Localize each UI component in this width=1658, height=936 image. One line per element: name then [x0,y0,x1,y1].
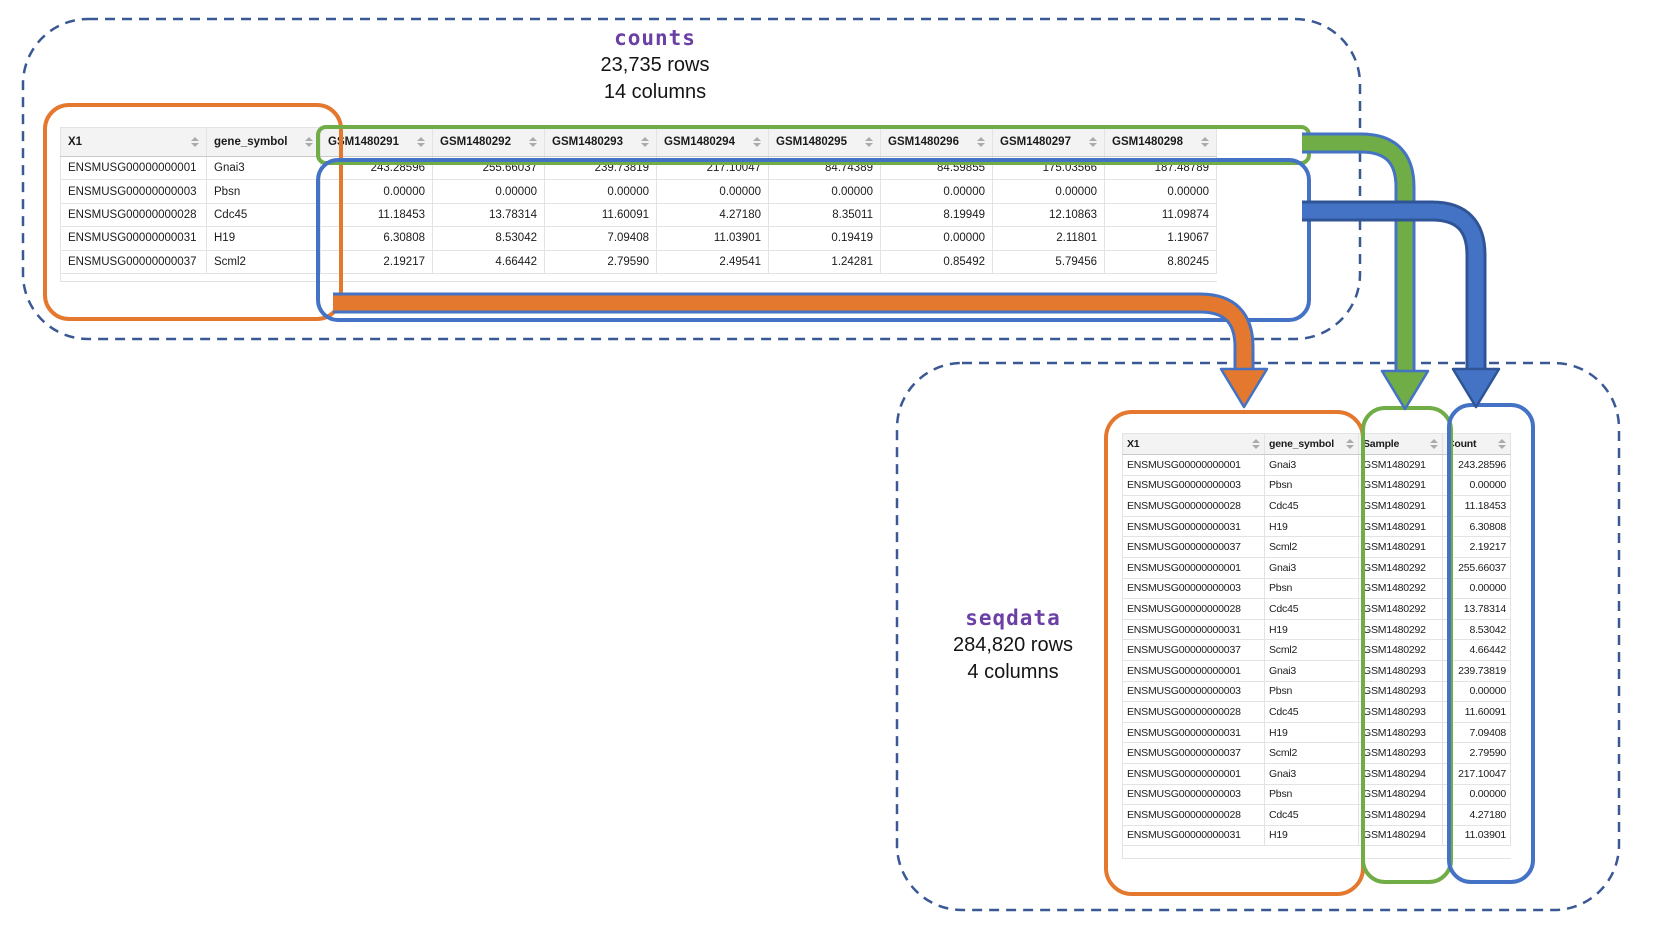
sort-icon [305,137,313,148]
cell: ENSMUSG00000000001 [1123,763,1265,784]
cell: 0.00000 [1105,180,1217,203]
table-row [1123,825,1511,846]
table-row [1123,475,1511,496]
cell: H19 [1265,619,1359,640]
cell: 2.11801 [993,227,1105,250]
cell: 0.00000 [545,180,657,203]
cell: 8.53042 [433,227,545,250]
table-row [61,157,1217,180]
table-row [61,227,1217,250]
cell: Gnai3 [207,157,321,180]
blue-arrow [1302,211,1499,407]
cell: Pbsn [207,180,321,203]
cell: H19 [1265,722,1359,743]
column-header-GSM1480296[interactable] [881,128,993,157]
cell: Pbsn [1265,784,1359,805]
cell: 84.59855 [881,157,993,180]
column-header-GSM1480292[interactable] [433,128,545,157]
cell: GSM1480294 [1359,763,1443,784]
cell: 2.19217 [1443,537,1511,558]
sort-icon [191,137,199,148]
cell: 0.00000 [1443,578,1511,599]
blue-arrow-outline [1302,211,1476,372]
table-row [1123,805,1511,826]
table-row [1123,455,1511,476]
cell: ENSMUSG00000000003 [61,180,207,203]
counts-cols-label: 14 columns [603,81,707,103]
cell: 0.00000 [657,180,769,203]
header-row [1123,434,1511,455]
cell: Gnai3 [1265,455,1359,476]
blue-arrowhead [1453,369,1499,407]
cell: 217.10047 [1443,763,1511,784]
green-arrow-outline [1302,143,1405,374]
sort-icon [977,137,985,148]
counts-title: counts [614,26,696,50]
cell: ENSMUSG00000000001 [1123,557,1265,578]
column-label: Sample [1363,438,1400,450]
cell: ENSMUSG00000000028 [1123,496,1265,517]
cell: ENSMUSG00000000028 [1123,599,1265,620]
cell: 8.19949 [881,203,993,226]
column-header-GSM1480295[interactable] [769,128,881,157]
cell: Cdc45 [1265,702,1359,723]
header-row [61,128,1217,157]
cell: GSM1480293 [1359,660,1443,681]
cell: Cdc45 [1265,805,1359,826]
table-row [61,203,1217,226]
green-arrowhead [1382,371,1428,409]
blue-arrow-shaft [1302,211,1476,372]
cell: 255.66037 [433,157,545,180]
cell: 84.74389 [769,157,881,180]
cell: 0.00000 [993,180,1105,203]
cell: ENSMUSG00000000001 [1123,455,1265,476]
cell: 243.28596 [1443,455,1511,476]
cell: ENSMUSG00000000031 [1123,619,1265,640]
table-row [1123,702,1511,723]
cell: ENSMUSG00000000028 [61,203,207,226]
table-row [61,250,1217,273]
cell: 0.85492 [881,250,993,273]
cell: 8.80245 [1105,250,1217,273]
cell: GSM1480293 [1359,743,1443,764]
sort-icon [865,137,873,148]
column-label: X1 [1127,438,1140,450]
column-label: X1 [68,136,83,148]
table-row [1123,681,1511,702]
cell: Scml2 [1265,537,1359,558]
cell: Cdc45 [207,203,321,226]
table-row [1123,516,1511,537]
orange-arrow [333,303,1267,407]
cell: GSM1480292 [1359,640,1443,661]
cell: 11.18453 [321,203,433,226]
cell: ENSMUSG00000000003 [1123,475,1265,496]
sort-icon [753,137,761,148]
column-header-X1[interactable] [61,128,207,157]
cell: 0.00000 [1443,784,1511,805]
cell: Scml2 [1265,640,1359,661]
cell: Pbsn [1265,475,1359,496]
sort-icon [529,137,537,148]
cell: ENSMUSG00000000003 [1123,578,1265,599]
table-spacer-row [1123,846,1511,859]
table-row [1123,599,1511,620]
cell: 0.19419 [769,227,881,250]
cell: 175.03566 [993,157,1105,180]
cell: 1.19067 [1105,227,1217,250]
orange-arrow-outline [333,303,1244,372]
sort-icon [1498,439,1506,450]
green-arrow [1302,143,1428,409]
sort-icon [641,137,649,148]
green-arrow-shaft [1302,143,1405,374]
cell: ENSMUSG00000000001 [1123,660,1265,681]
seqdata-title: seqdata [965,606,1061,630]
sort-icon [1430,439,1438,450]
cell: GSM1480294 [1359,784,1443,805]
cell: Scml2 [1265,743,1359,764]
sort-icon [1252,439,1260,450]
cell: 4.27180 [657,203,769,226]
sort-icon [1346,439,1354,450]
cell: 0.00000 [881,180,993,203]
sort-icon [417,137,425,148]
cell: H19 [1265,516,1359,537]
sort-icon [1089,137,1097,148]
cell: 217.10047 [657,157,769,180]
column-label: gene_symbol [1269,438,1334,450]
column-label: GSM1480291 [328,136,399,148]
table-row [1123,763,1511,784]
cell: ENSMUSG00000000003 [1123,681,1265,702]
column-header-Count[interactable] [1443,434,1511,455]
cell: 5.79456 [993,250,1105,273]
cell: 11.60091 [545,203,657,226]
cell: 2.79590 [1443,743,1511,764]
cell: GSM1480292 [1359,578,1443,599]
column-label: Count [1447,438,1477,450]
cell: GSM1480294 [1359,805,1443,826]
column-header-GSM1480298[interactable] [1105,128,1217,157]
cell: ENSMUSG00000000031 [61,227,207,250]
counts-table [60,127,1217,282]
cell: 4.66442 [433,250,545,273]
cell: 0.00000 [433,180,545,203]
cell: ENSMUSG00000000001 [61,157,207,180]
cell: ENSMUSG00000000037 [1123,640,1265,661]
cell: 7.09408 [545,227,657,250]
cell: 4.27180 [1443,805,1511,826]
seqdata-rows-label: 284,820 rows [952,634,1074,656]
seqdata-cols-label: 4 columns [967,661,1059,683]
cell: GSM1480291 [1359,516,1443,537]
cell: 243.28596 [321,157,433,180]
cell: 1.24281 [769,250,881,273]
cell: 12.10863 [993,203,1105,226]
cell: H19 [1265,825,1359,846]
empty-cell [1123,846,1511,859]
cell: GSM1480292 [1359,619,1443,640]
cell: 6.30808 [1443,516,1511,537]
cell: Scml2 [207,250,321,273]
table-spacer-row [61,273,1217,281]
cell: Gnai3 [1265,557,1359,578]
cell: Pbsn [1265,681,1359,702]
column-header-GSM1480297[interactable] [993,128,1105,157]
cell: 0.00000 [1443,681,1511,702]
column-label: GSM1480298 [1112,136,1183,148]
cell: Cdc45 [1265,599,1359,620]
seqdata-table [1122,433,1511,859]
cell: 0.00000 [881,227,993,250]
cell: 11.09874 [1105,203,1217,226]
counts-label-block [455,25,855,106]
column-label: GSM1480297 [1000,136,1071,148]
column-label: GSM1480296 [888,136,959,148]
table-row [1123,496,1511,517]
cell: ENSMUSG00000000031 [1123,825,1265,846]
table-row [1123,537,1511,558]
cell: 11.03901 [657,227,769,250]
table-row [1123,640,1511,661]
column-label: gene_symbol [214,136,288,148]
cell: Gnai3 [1265,763,1359,784]
cell: GSM1480293 [1359,681,1443,702]
column-header-gene_symbol[interactable] [1265,434,1359,455]
table-row [1123,784,1511,805]
table-row [1123,660,1511,681]
cell: 2.19217 [321,250,433,273]
cell: GSM1480291 [1359,455,1443,476]
cell: 2.79590 [545,250,657,273]
cell: Gnai3 [1265,660,1359,681]
counts-rows-label: 23,735 rows [600,54,710,76]
cell: 11.18453 [1443,496,1511,517]
column-label: GSM1480294 [664,136,735,148]
cell: 13.78314 [1443,599,1511,620]
table-row [1123,557,1511,578]
column-header-gene_symbol[interactable] [207,128,321,157]
column-header-GSM1480294[interactable] [657,128,769,157]
cell: ENSMUSG00000000031 [1123,722,1265,743]
cell: 0.00000 [1443,475,1511,496]
cell: 2.49541 [657,250,769,273]
cell: 255.66037 [1443,557,1511,578]
table-row [1123,578,1511,599]
cell: ENSMUSG00000000037 [61,250,207,273]
column-label: GSM1480293 [552,136,623,148]
cell: GSM1480291 [1359,537,1443,558]
cell: 11.60091 [1443,702,1511,723]
column-header-GSM1480293[interactable] [545,128,657,157]
cell: GSM1480294 [1359,825,1443,846]
cell: 239.73819 [545,157,657,180]
orange-arrow-shaft [333,303,1244,372]
sort-icon [1201,137,1209,148]
column-header-GSM1480291[interactable] [321,128,433,157]
table-row [61,180,1217,203]
column-header-Sample[interactable] [1359,434,1443,455]
seqdata-label-block [863,605,1163,686]
cell: ENSMUSG00000000031 [1123,516,1265,537]
cell: 8.53042 [1443,619,1511,640]
cell: GSM1480293 [1359,702,1443,723]
cell: ENSMUSG00000000003 [1123,784,1265,805]
cell: 6.30808 [321,227,433,250]
orange-arrowhead [1221,369,1267,407]
cell: 0.00000 [769,180,881,203]
column-header-X1[interactable] [1123,434,1265,455]
column-label: GSM1480295 [776,136,847,148]
cell: GSM1480292 [1359,599,1443,620]
cell: ENSMUSG00000000037 [1123,537,1265,558]
cell: GSM1480291 [1359,475,1443,496]
column-label: GSM1480292 [440,136,511,148]
cell: 187.48789 [1105,157,1217,180]
cell: 8.35011 [769,203,881,226]
cell: 11.03901 [1443,825,1511,846]
cell: ENSMUSG00000000037 [1123,743,1265,764]
empty-cell [61,273,1217,281]
cell: Cdc45 [1265,496,1359,517]
cell: 0.00000 [321,180,433,203]
cell: ENSMUSG00000000028 [1123,805,1265,826]
table-row [1123,619,1511,640]
table-row [1123,722,1511,743]
cell: GSM1480292 [1359,557,1443,578]
cell: 239.73819 [1443,660,1511,681]
cell: Pbsn [1265,578,1359,599]
cell: 7.09408 [1443,722,1511,743]
cell: ENSMUSG00000000028 [1123,702,1265,723]
cell: GSM1480291 [1359,496,1443,517]
table-row [1123,743,1511,764]
cell: H19 [207,227,321,250]
cell: 4.66442 [1443,640,1511,661]
cell: GSM1480293 [1359,722,1443,743]
cell: 13.78314 [433,203,545,226]
